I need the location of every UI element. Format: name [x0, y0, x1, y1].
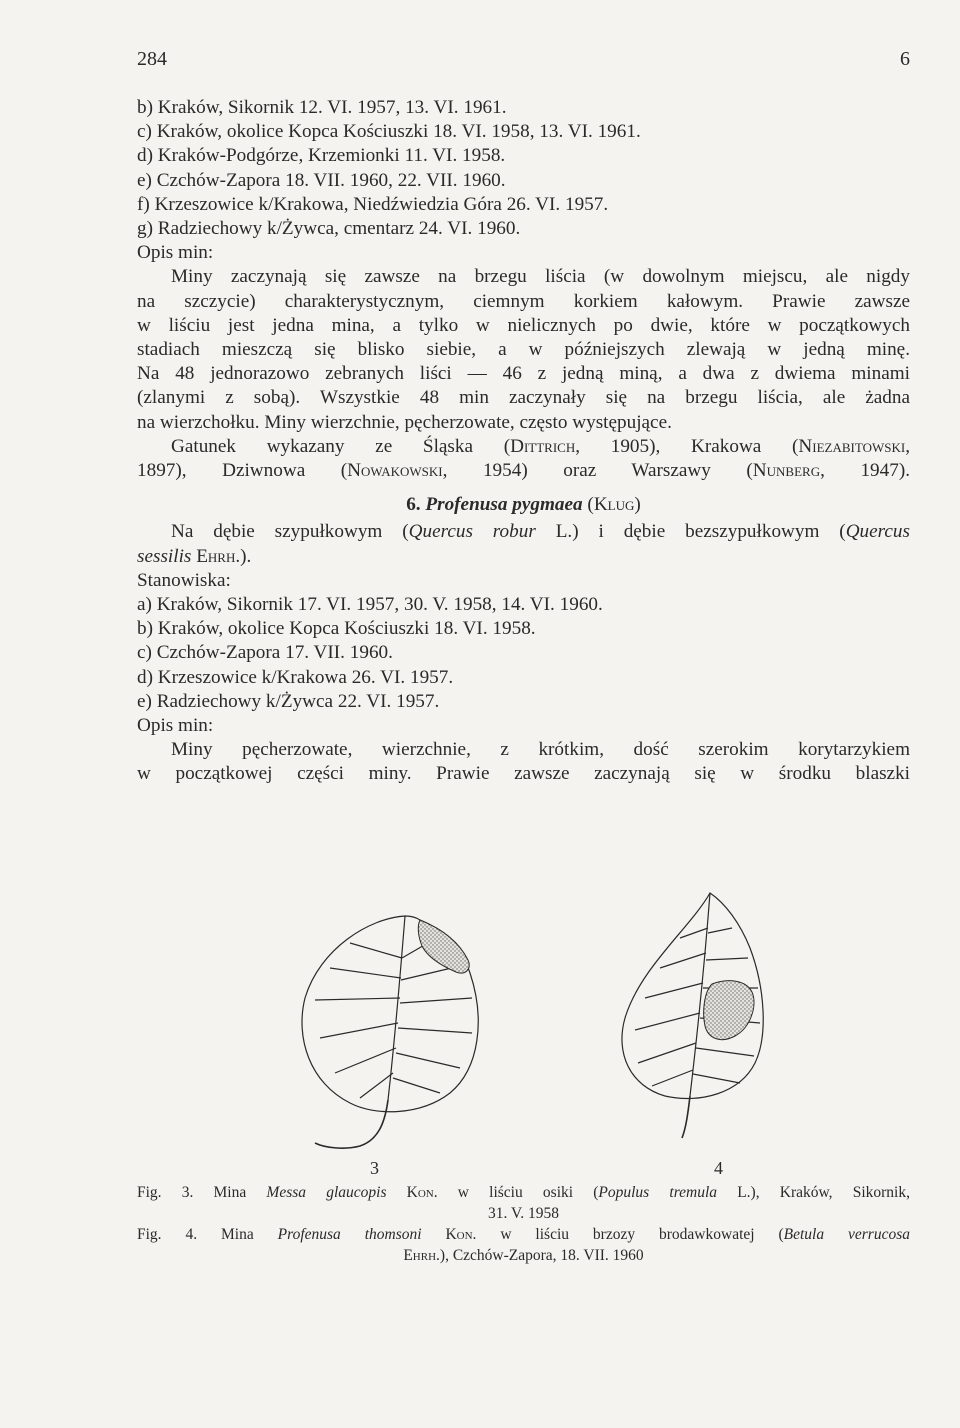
- figure-captions: [137, 1182, 910, 1266]
- species-title: Profenusa pygmaea: [425, 494, 583, 516]
- page-number: 284: [137, 48, 167, 70]
- location-line: d) Krzeszowice k/Krakowa 26. VI. 1957.: [137, 666, 454, 688]
- mine-figure-3: [418, 920, 469, 973]
- host-line: sessilis Ehrh.).: [137, 545, 252, 567]
- opis-label: Opis min:: [137, 715, 214, 737]
- species-author: Klug: [593, 494, 635, 516]
- author-name: Dittrich: [510, 435, 576, 457]
- location-line: c) Czchów-Zapora 17. VII. 1960.: [137, 642, 393, 664]
- location-line: f) Krzeszowice k/Krakowa, Niedźwiedzia Góra 26. VI. 1957.: [137, 193, 609, 215]
- paragraph-line: Na 48 jednorazowo zebranych liści — 46 z jedną miną, a dwa z dwiema minami: [137, 363, 910, 385]
- paragraph-line: 1897), Dziwnowa (Nowakowski, 1954) oraz Warszawy (Nunberg, 1947).: [137, 460, 910, 482]
- caption-fig3: Fig. 3. Mina Messa glaucopis Kon. w liściu osiki (Populus tremula L.), Kraków, Sikornik,: [137, 1184, 910, 1201]
- stanowiska-label: Stanowiska:: [137, 569, 231, 591]
- caption-fig4-line2: Ehrh.), Czchów-Zapora, 18. VII. 1960: [403, 1247, 644, 1264]
- paragraph-line: na wierzchołku. Miny wierzchnie, pęcherzowate, często występujące.: [137, 411, 672, 433]
- location-line: b) Kraków, Sikornik 12. VI. 1957, 13. VI. 1961.: [137, 97, 507, 118]
- paragraph-line: na szczycie) charakterystycznym, ciemnym korkiem kałowym. Prawie zawsze: [137, 290, 910, 312]
- opis-label: Opis min:: [137, 242, 214, 264]
- caption-fig3-date: 31. V. 1958: [488, 1205, 559, 1222]
- figure-label-4: 4: [714, 1158, 723, 1178]
- host-line: Na dębie szypułkowym (Quercus robur L.) i dębie bezszypułkowym (Quercus: [171, 521, 910, 543]
- location-line: d) Kraków-Podgórze, Krzemionki 11. VI. 1958.: [137, 145, 506, 167]
- main-text: [137, 96, 910, 787]
- paragraph-line: Miny pęcherzowate, wierzchnie, z krótkim, dość szerokim korytarzykiem: [171, 739, 910, 761]
- location-line: e) Czchów-Zapora 18. VII. 1960, 22. VII. 1960.: [137, 169, 506, 191]
- leaf-illustrations: [280, 888, 780, 1188]
- paragraph-line: w początkowej części miny. Prawie zawsze zaczynają się w środku blaszki: [137, 763, 910, 785]
- paragraph-line: (zlanymi z sobą). Wszystkie 48 min zaczynały się na brzegu liścia, ale żadna: [137, 387, 910, 409]
- author-name: Nowakowski: [347, 460, 443, 482]
- location-line: b) Kraków, okolice Kopca Kościuszki 18. VI. 1958.: [137, 618, 536, 640]
- section-number: 6: [900, 48, 910, 70]
- mine-figure-4: [704, 981, 754, 1040]
- location-line: g) Radziechowy k/Żywca, cmentarz 24. VI. 1960.: [137, 218, 521, 240]
- figure-label-3: 3: [370, 1158, 379, 1178]
- paragraph-line: stadiach mieszczą się blisko siebie, a w późniejszych zlewają w jedną minę.: [137, 339, 910, 361]
- paragraph-line: Gatunek wykazany ze Śląska (Dittrich, 1905), Krakowa (Niezabitowski,: [171, 435, 910, 457]
- location-line: e) Radziechowy k/Żywca 22. VI. 1957.: [137, 690, 440, 712]
- author-name: Niezabitowski: [798, 435, 906, 457]
- location-line: c) Kraków, okolice Kopca Kościuszki 18. VI. 1958, 13. VI. 1961.: [137, 121, 641, 143]
- caption-fig4: Fig. 4. Mina Profenusa thomsoni Kon. w liściu brzozy brodawkowatej (Betula verrucosa: [137, 1226, 910, 1243]
- author-name: Nunberg: [752, 460, 821, 482]
- paragraph-line: Miny zaczynają się zawsze na brzegu liścia (w dowolnym miejscu, ale nigdy: [171, 266, 910, 288]
- section-heading: 6. Profenusa pygmaea (Klug): [406, 494, 641, 516]
- paragraph-line: w liściu jest jedna mina, a tylko w nielicznych po dwie, które w początkowych: [137, 314, 910, 336]
- location-line: a) Kraków, Sikornik 17. VI. 1957, 30. V. 1958, 14. VI. 1960.: [137, 594, 603, 616]
